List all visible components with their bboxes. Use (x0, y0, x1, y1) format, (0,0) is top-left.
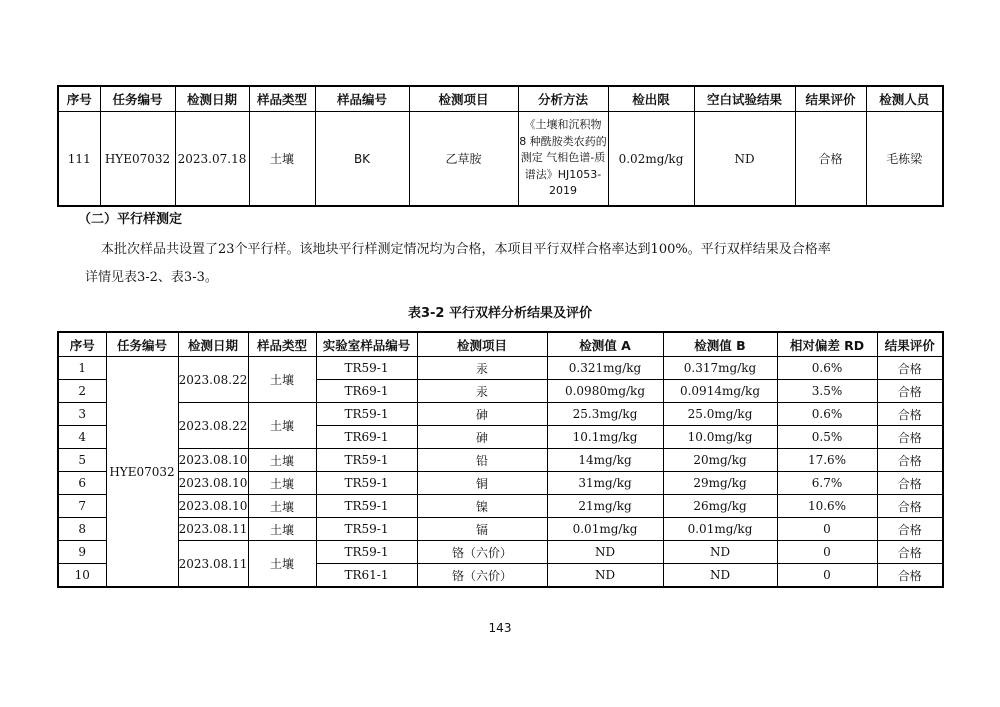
table-row (58, 449, 943, 472)
value-b-cell: 10.0mg/kg (663, 426, 777, 449)
method-line: 8 种酰胺类农药的 (519, 134, 607, 148)
table1-cell-no: 111 (58, 112, 100, 207)
method-line: 2019 (549, 184, 577, 198)
item-cell: 铬（六价） (417, 564, 547, 588)
value-b-cell: 0.01mg/kg (663, 518, 777, 541)
table1-cell-task: HYE07032 (100, 112, 175, 207)
row-no: 7 (58, 495, 106, 518)
table1-cell-person: 毛栋梁 (866, 112, 943, 207)
item-cell: 汞 (417, 380, 547, 403)
row-no: 10 (58, 564, 106, 588)
table-row (58, 357, 943, 380)
table1-header-limit: 检出限 (608, 86, 694, 112)
table1-cell-sample: BK (315, 112, 409, 207)
eval-cell: 合格 (877, 518, 943, 541)
paragraph-line-2: 详情见表3-2、表3-3。 (85, 270, 218, 285)
table1-cell-method (518, 112, 608, 207)
row-no: 5 (58, 449, 106, 472)
value-b-cell: ND (663, 564, 777, 588)
eval-cell: 合格 (877, 449, 943, 472)
table1-header-person: 检测人员 (866, 86, 943, 112)
value-b-cell: 0.0914mg/kg (663, 380, 777, 403)
row-no: 1 (58, 357, 106, 380)
rd-cell: 10.6% (777, 495, 877, 518)
rd-cell: 0.5% (777, 426, 877, 449)
table-row (58, 112, 943, 207)
method-line: 《土壤和沉积物 (524, 118, 602, 132)
lab-sample-cell: TR59-1 (316, 357, 417, 380)
type-cell: 土壤 (248, 541, 316, 588)
type-cell: 土壤 (248, 495, 316, 518)
type-cell: 土壤 (248, 449, 316, 472)
lab-sample-cell: TR59-1 (316, 403, 417, 426)
date-cell: 2023.08.10 (178, 472, 248, 495)
item-cell: 铅 (417, 449, 547, 472)
table2-header-rd: 相对偏差 RD (777, 332, 877, 357)
eval-cell: 合格 (877, 495, 943, 518)
value-a-cell: 21mg/kg (547, 495, 663, 518)
date-cell: 2023.08.11 (178, 541, 248, 588)
lab-sample-cell: TR59-1 (316, 518, 417, 541)
row-no: 6 (58, 472, 106, 495)
item-cell: 铬（六价） (417, 541, 547, 564)
value-b-cell: 29mg/kg (663, 472, 777, 495)
value-a-cell: 0.321mg/kg (547, 357, 663, 380)
value-a-cell: 0.01mg/kg (547, 518, 663, 541)
rd-cell: 0 (777, 564, 877, 588)
type-cell: 土壤 (248, 518, 316, 541)
table2-header-task: 任务编号 (106, 332, 178, 357)
table1-header-eval: 结果评价 (795, 86, 866, 112)
eval-cell: 合格 (877, 541, 943, 564)
lab-sample-cell: TR59-1 (316, 449, 417, 472)
lab-sample-cell: TR69-1 (316, 380, 417, 403)
item-cell: 砷 (417, 403, 547, 426)
table1-header-task: 任务编号 (100, 86, 175, 112)
date-cell: 2023.08.22 (178, 357, 248, 403)
table1-cell-eval: 合格 (795, 112, 866, 207)
item-cell: 汞 (417, 357, 547, 380)
value-a-cell: 14mg/kg (547, 449, 663, 472)
eval-cell: 合格 (877, 472, 943, 495)
eval-cell: 合格 (877, 426, 943, 449)
table1-header-no: 序号 (58, 86, 100, 112)
table1-header-row (58, 86, 943, 112)
lab-sample-cell: TR59-1 (316, 472, 417, 495)
lab-sample-cell: TR61-1 (316, 564, 417, 588)
table2-header-date: 检测日期 (178, 332, 248, 357)
table1-cell-blank: ND (694, 112, 795, 207)
table1-cell-item: 乙草胺 (409, 112, 518, 207)
rd-cell: 17.6% (777, 449, 877, 472)
table-row (58, 495, 943, 518)
method-line: 测定 气相色谱-质 (520, 151, 606, 165)
item-cell: 镍 (417, 495, 547, 518)
table2-header-value-a: 检测值 A (547, 332, 663, 357)
rd-cell: 6.7% (777, 472, 877, 495)
rd-cell: 0.6% (777, 357, 877, 380)
rd-cell: 0 (777, 541, 877, 564)
table2-header-value-b: 检测值 B (663, 332, 777, 357)
value-b-cell: 0.317mg/kg (663, 357, 777, 380)
table2-header-lab-sample: 实验室样品编号 (316, 332, 417, 357)
method-line: 谱法》HJ1053- (524, 167, 602, 181)
type-cell: 土壤 (248, 403, 316, 449)
item-cell: 铜 (417, 472, 547, 495)
detection-limit-table (57, 85, 944, 207)
table1-cell-date: 2023.07.18 (175, 112, 249, 207)
value-a-cell: ND (547, 541, 663, 564)
item-cell: 镉 (417, 518, 547, 541)
value-b-cell: 20mg/kg (663, 449, 777, 472)
table2-header-no: 序号 (58, 332, 106, 357)
body-paragraph (85, 236, 940, 292)
value-a-cell: 0.0980mg/kg (547, 380, 663, 403)
row-no: 3 (58, 403, 106, 426)
eval-cell: 合格 (877, 564, 943, 588)
eval-cell: 合格 (877, 380, 943, 403)
table2-header-eval: 结果评价 (877, 332, 943, 357)
table1-header-item: 检测项目 (409, 86, 518, 112)
value-a-cell: 31mg/kg (547, 472, 663, 495)
table-row (58, 518, 943, 541)
value-b-cell: 26mg/kg (663, 495, 777, 518)
type-cell: 土壤 (248, 357, 316, 403)
row-no: 8 (58, 518, 106, 541)
table1-header-type: 样品类型 (249, 86, 315, 112)
value-b-cell: 25.0mg/kg (663, 403, 777, 426)
value-b-cell: ND (663, 541, 777, 564)
table1-header-blank: 空白试验结果 (694, 86, 795, 112)
table1-cell-type: 土壤 (249, 112, 315, 207)
table-row (58, 541, 943, 564)
table2-header-type: 样品类型 (248, 332, 316, 357)
lab-sample-cell: TR59-1 (316, 541, 417, 564)
value-a-cell: 10.1mg/kg (547, 426, 663, 449)
row-no: 2 (58, 380, 106, 403)
page-number: 143 (488, 621, 512, 635)
lab-sample-cell: TR69-1 (316, 426, 417, 449)
table-row (58, 403, 943, 426)
date-cell: 2023.08.11 (178, 518, 248, 541)
table-caption: 表3-2 平行双样分析结果及评价 (407, 306, 592, 321)
row-no: 9 (58, 541, 106, 564)
table1-header-sample: 样品编号 (315, 86, 409, 112)
parallel-sample-table (57, 331, 944, 588)
rd-cell: 3.5% (777, 380, 877, 403)
table2-header-item: 检测项目 (417, 332, 547, 357)
section-heading: （二）平行样测定 (78, 212, 183, 227)
item-cell: 砷 (417, 426, 547, 449)
date-cell: 2023.08.10 (178, 495, 248, 518)
rd-cell: 0.6% (777, 403, 877, 426)
lab-sample-cell: TR59-1 (316, 495, 417, 518)
date-cell: 2023.08.10 (178, 449, 248, 472)
value-a-cell: ND (547, 564, 663, 588)
date-cell: 2023.08.22 (178, 403, 248, 449)
table-row (58, 472, 943, 495)
table2-header-row (58, 332, 943, 357)
table1-header-date: 检测日期 (175, 86, 249, 112)
type-cell: 土壤 (248, 472, 316, 495)
eval-cell: 合格 (877, 357, 943, 380)
paragraph-line-1: 本批次样品共设置了23个平行样。该地块平行样测定情况均为合格，本项目平行双样合格率达到100%。平行双样结果及合格率 (101, 242, 831, 257)
task-number-cell: HYE07032 (106, 357, 178, 588)
value-a-cell: 25.3mg/kg (547, 403, 663, 426)
table1-cell-limit: 0.02mg/kg (608, 112, 694, 207)
row-no: 4 (58, 426, 106, 449)
rd-cell: 0 (777, 518, 877, 541)
table1-header-method: 分析方法 (518, 86, 608, 112)
eval-cell: 合格 (877, 403, 943, 426)
